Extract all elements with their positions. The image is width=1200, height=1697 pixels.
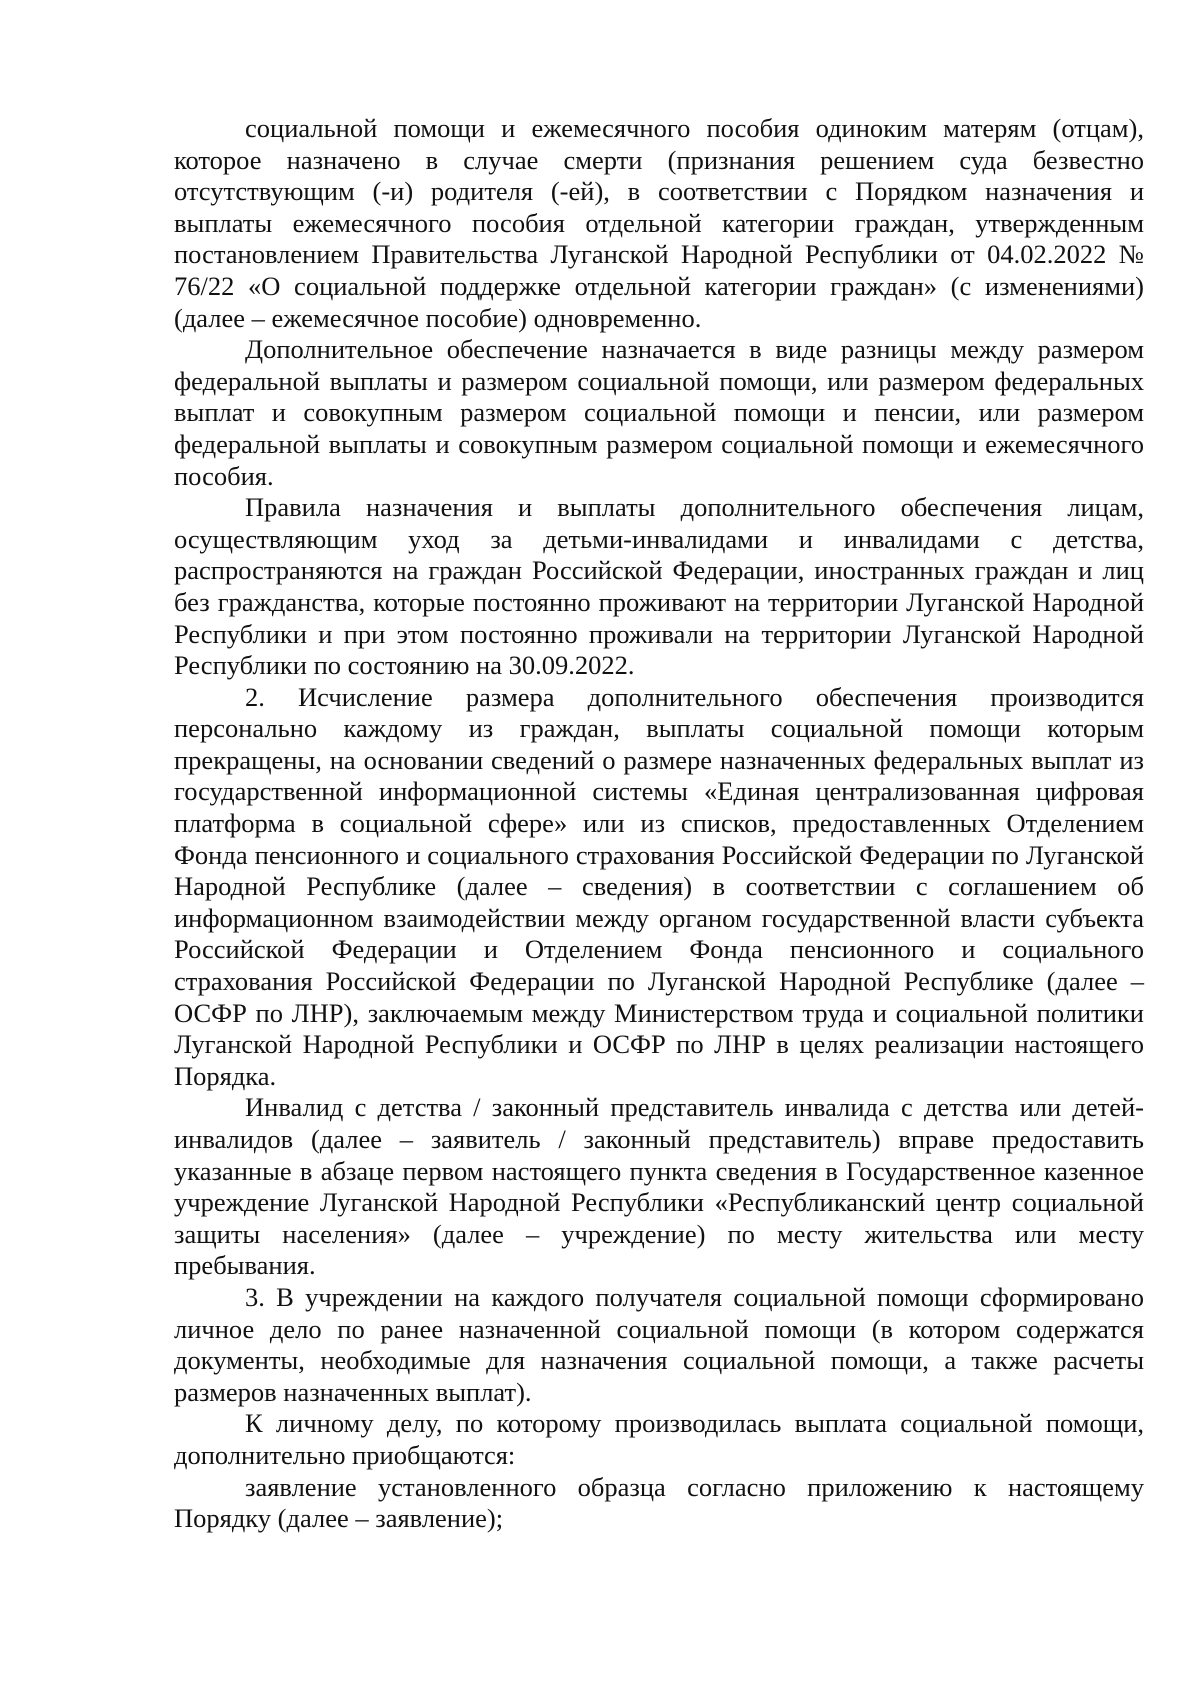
paragraph-2: Дополнительное обеспечение назначается в виде разницы между размером федеральной выплаты и размером социальной помощи, или размером федеральных выплат и совокупным размером социальной помощи и пенсии, или размером федеральной выплаты и совокупным размером социальной помощи и ежемесячного пособия.: [174, 334, 1144, 491]
paragraph-8: заявление установленного образца согласно приложению к настоящему Порядку (далее – заявление);: [174, 1471, 1144, 1534]
paragraph-1: социальной помощи и ежемесячного пособия одиноким матерям (отцам), которое назначено в случае смерти (признания решением суда безвестно отсутствующим (-и) родителя (-ей), в соответствии с Порядком назначения и выплаты ежемесячного пособия отдельной категории граждан, утвержденным постановлением Правительства Луганской Народной Республики от 04.02.2022 № 76/22 «О социальной поддержке отдельной категории граждан» (с изменениями) (далее – ежемесячное пособие) одновременно.: [174, 113, 1144, 333]
paragraph-6: 3. В учреждении на каждого получателя социальной помощи сформировано личное дело по ранее назначенной социальной помощи (в котором содержатся документы, необходимые для назначения социальной помощи, а также расчеты размеров назначенных выплат).: [174, 1281, 1144, 1407]
document-body: [174, 113, 1144, 1535]
paragraph-7: К личному делу, по которому производилась выплата социальной помощи, дополнительно приобщаются:: [174, 1408, 1144, 1470]
paragraph-5: Инвалид с детства / законный представитель инвалида с детства или детей-инвалидов (далее – заявитель / законный представитель) вправе предоставить указанные в абзаце первом настоящего пункта сведения в Государственное казенное учреждение Луганской Народной Республики «Республиканский центр социальной защиты населения» (далее – учреждение) по месту жительства или месту пребывания.: [174, 1092, 1144, 1281]
paragraph-4: 2. Исчисление размера дополнительного обеспечения производится персонально каждому из граждан, выплаты социальной помощи которым прекращены, на основании сведений о размере назначенных федеральных выплат из государственной информационной системы «Единая централизованная цифровая платформа в социальной сфере» или из списков, предоставленных Отделением Фонда пенсионного и социального страхования Российской Федерации по Луганской Народной Республике (далее – сведения) в соответствии с соглашением об информационном взаимодействии между органом государственной власти субъекта Российской Федерации и Отделением Фонда пенсионного и социального страхования Российской Федерации по Луганской Народной Республике (далее – ОСФР по ЛНР), заключаемым между Министерством труда и социальной политики Луганской Народной Республики и ОСФР по ЛНР в целях реализации настоящего Порядка.: [174, 681, 1144, 1091]
paragraph-3: Правила назначения и выплаты дополнительного обеспечения лицам, осуществляющим уход за детьми-инвалидами и инвалидами с детства, распространяются на граждан Российской Федерации, иностранных граждан и лиц без гражданства, которые постоянно проживают на территории Луганской Народной Республики и при этом постоянно проживали на территории Луганской Народной Республики по состоянию на 30.09.2022.: [174, 492, 1144, 681]
